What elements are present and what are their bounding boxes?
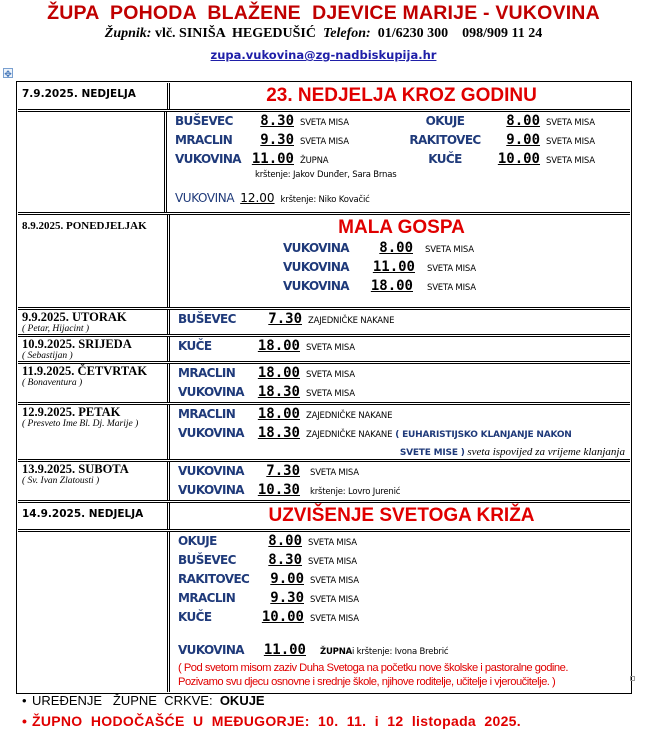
time: 8.00 [379, 240, 413, 256]
date-label: 9.9.2025. UTORAK [22, 310, 127, 324]
mass-note: SVETA MISA [310, 614, 359, 624]
time: 9.30 [270, 590, 304, 606]
place: BUŠEVEC [175, 114, 233, 128]
place: OKUJE [425, 114, 465, 128]
mass-row [178, 590, 625, 609]
mass-row [400, 132, 625, 151]
date-label: 8.9.2025. PONEDJELJAK [22, 220, 147, 232]
red-note-line-1: ( Pod svetom misom zaziv Duha Svetoga na početku nove školske i pastoralne godine. [178, 662, 568, 674]
date-cell [18, 310, 170, 334]
place: VUKOVINA [175, 191, 235, 205]
time: 10.00 [261, 609, 304, 625]
pastor-name: vlč. SINIŠA HEGEDUŠIĆ [151, 26, 323, 41]
move-arrows-icon[interactable]: ✥ [4, 69, 12, 79]
place: VUKOVINA [178, 426, 244, 440]
mass-note: i krštenje: Ivona Brebrić [352, 647, 449, 657]
place: KUČE [178, 339, 212, 353]
date-cell [18, 83, 170, 109]
place: VUKOVINA [178, 643, 244, 657]
place: KUČE [178, 610, 212, 624]
table-row [18, 531, 630, 692]
time: 18.00 [257, 406, 300, 422]
table-row [18, 404, 630, 460]
time: 18.00 [370, 278, 413, 294]
mass-note: SVETA MISA [546, 137, 595, 147]
table-row [18, 111, 630, 213]
pastor-contact-line [0, 26, 647, 42]
red-note-line-2: Pozivamo svu djecu osnovne i srednje škole, njihove roditelje, učitelje i vjeroučitelje. ) [178, 676, 556, 688]
time: 11.00 [372, 259, 415, 275]
mass-row [175, 191, 370, 210]
place: BUŠEVEC [178, 553, 236, 567]
baptism-note: krštenje: Jakov Dunđer, Sara Brnas [255, 170, 397, 180]
mass-note: SVETA MISA [308, 538, 357, 548]
mass-note: SVETA MISA [546, 118, 595, 128]
announcements-list [22, 693, 521, 729]
time: 10.00 [497, 151, 540, 167]
mass-note: ZAJEDNIČKE NAKANE [308, 316, 395, 326]
masses-cell [173, 337, 630, 361]
mass-note: SVETA MISA [310, 576, 359, 586]
mass-row [175, 113, 400, 132]
date-label: 13.9.2025. SUBOTA [22, 462, 129, 476]
table-row [18, 502, 630, 530]
phone-numbers: 01/6230 300 098/909 11 24 [370, 26, 543, 41]
time: 18.30 [257, 425, 300, 441]
adoration-continuation [178, 444, 625, 458]
schedule-table [16, 81, 632, 694]
place: VUKOVINA [178, 483, 244, 497]
date-cell [18, 405, 170, 459]
date-cell [18, 503, 170, 529]
feast-cell [173, 83, 630, 109]
mass-row [283, 240, 625, 259]
date-cell [18, 112, 167, 212]
mass-note: SVETA MISA [308, 557, 357, 567]
announcement-item [22, 693, 521, 708]
announcement-item [22, 713, 521, 729]
time: 7.30 [266, 463, 300, 479]
email-link[interactable]: zupa.vukovina@zg-nadbiskupija.hr [210, 48, 437, 62]
mass-row [178, 571, 625, 590]
mass-row [400, 113, 625, 132]
time: 7.30 [268, 311, 302, 327]
time: 8.30 [268, 552, 302, 568]
mass-row [178, 463, 625, 482]
bullet-icon: • [22, 693, 27, 708]
place: MRACLIN [178, 591, 236, 605]
date-cell [18, 532, 170, 692]
announcement-label: UREĐENJE ŽUPNE CRKVE: [32, 693, 220, 708]
mass-note: SVETA MISA [306, 370, 355, 380]
time: 8.00 [268, 533, 302, 549]
place: VUKOVINA [178, 464, 244, 478]
date-label: 7.9.2025. NEDJELJA [22, 88, 136, 100]
saint-name: ( Presveto Ime Bl. Dj. Marije ) [22, 419, 139, 429]
mass-row [178, 406, 625, 425]
place: MRACLIN [178, 407, 236, 421]
mass-note: ŽUPNA [300, 156, 329, 166]
place: VUKOVINA [175, 152, 241, 166]
saint-name: ( Sv. Ivan Zlatousti ) [22, 476, 100, 486]
time: 9.30 [260, 132, 294, 148]
email-line [0, 48, 647, 62]
mass-note: krštenje: Lovro Jurenić [310, 487, 401, 497]
time: 8.30 [260, 113, 294, 129]
mass-note: SVETA MISA [427, 264, 476, 274]
place: BUŠEVEC [178, 312, 236, 326]
feast-title: 23. NEDJELJA KROZ GODINU [266, 85, 537, 106]
table-row [18, 461, 630, 501]
feast-title: MALA GOSPA [338, 217, 465, 238]
mass-row [178, 311, 625, 330]
table-row [18, 336, 630, 362]
mass-note-bold: ŽUPNA [320, 647, 352, 657]
mass-note: SVETA MISA [310, 595, 359, 605]
table-resize-handle[interactable] [630, 676, 635, 681]
mass-note: SVETA MISA [310, 468, 359, 478]
time: 18.00 [257, 338, 300, 354]
place: VUKOVINA [283, 260, 349, 274]
date-label: 10.9.2025. SRIJEDA [22, 337, 132, 351]
mass-row [400, 151, 625, 170]
place: VUKOVINA [283, 241, 349, 255]
masses-cell [173, 462, 630, 500]
place: KUČE [428, 152, 462, 166]
phone-label: Telefon: [323, 26, 371, 41]
time: 10.30 [257, 482, 300, 498]
announcement-text: ŽUPNO HODOČAŠĆE U MEĐUGORJE: 10. 11. i 12 listopada 2025. [32, 713, 521, 729]
mass-note: SVETA MISA [427, 283, 476, 293]
mass-row [178, 552, 625, 571]
mass-row [178, 425, 625, 444]
mass-note: SVETA MISA [300, 137, 349, 147]
place: RAKITOVEC [409, 133, 481, 147]
place: VUKOVINA [283, 279, 349, 293]
mass-note: SVETA MISA [306, 343, 355, 353]
table-row [18, 363, 630, 403]
table-row [18, 309, 630, 335]
time: 8.00 [506, 113, 540, 129]
date-label: 11.9.2025. ČETVRTAK [22, 364, 148, 378]
feast-cell [173, 503, 630, 529]
mass-row [178, 533, 625, 552]
time: 9.00 [506, 132, 540, 148]
date-label: 14.9.2025. NEDJELJA [22, 508, 144, 520]
mass-row [283, 259, 625, 278]
mass-note: SVETA MISA [546, 156, 595, 166]
parish-title: ŽUPA POHODA BLAŽENE DJEVICE MARIJE - VUKOVINA [47, 2, 600, 24]
time: 9.00 [270, 571, 304, 587]
date-cell [18, 215, 170, 307]
mass-row [178, 642, 625, 661]
masses-cell [173, 215, 630, 307]
time: 18.30 [257, 384, 300, 400]
mass-row [175, 151, 400, 170]
mass-row [178, 365, 625, 384]
mass-row [178, 338, 625, 357]
feast-title: UZVIŠENJE SVETOGA KRIŽA [268, 505, 535, 526]
saint-name: ( Petar, Hijacint ) [22, 324, 90, 334]
masses-cell [173, 405, 630, 459]
mass-note: ZAJEDNIČKE NAKANE [306, 430, 393, 440]
time: 18.00 [257, 365, 300, 381]
date-cell [18, 462, 170, 500]
date-label: 12.9.2025. PETAK [22, 405, 121, 419]
mass-note: SVETA MISA [300, 118, 349, 128]
table-row [18, 214, 630, 308]
saint-name: ( Bonaventura ) [22, 378, 83, 388]
mass-note: SVETA MISA [425, 245, 474, 255]
place: VUKOVINA [178, 385, 244, 399]
place: RAKITOVEC [178, 572, 250, 586]
date-cell [18, 337, 170, 361]
mass-note: SVETA MISA [306, 389, 355, 399]
mass-note: krštenje: Niko Kovačić [280, 195, 370, 205]
masses-cell [173, 532, 630, 692]
adoration-note-end: SVETE MISE ) [399, 448, 465, 458]
bullet-icon: • [22, 713, 28, 729]
announcement-value: OKUJE [219, 693, 265, 708]
place: MRACLIN [175, 133, 233, 147]
saint-name: ( Sebastijan ) [22, 351, 73, 361]
masses-cell [173, 364, 630, 402]
mass-row [178, 384, 625, 403]
mass-row [283, 278, 625, 297]
time: 12.00 [240, 191, 275, 205]
mass-row [178, 609, 625, 628]
table-row [18, 83, 630, 110]
adoration-note: ( EUHARISTIJSKO KLANJANJE NAKON [395, 430, 572, 440]
mass-row [175, 132, 400, 151]
confession-note: sveta ispovijed za vrijeme klanjanja [464, 446, 625, 458]
time: 11.00 [251, 151, 294, 167]
mass-row [178, 482, 625, 501]
mass-note: ZAJEDNIČKE NAKANE [306, 411, 393, 421]
pastor-label: Župnik: [104, 26, 152, 41]
masses-cell [173, 310, 630, 334]
place: MRACLIN [178, 366, 236, 380]
time: 11.00 [263, 642, 306, 658]
place: OKUJE [178, 534, 217, 548]
masses-cell [170, 112, 630, 212]
date-cell [18, 364, 170, 402]
